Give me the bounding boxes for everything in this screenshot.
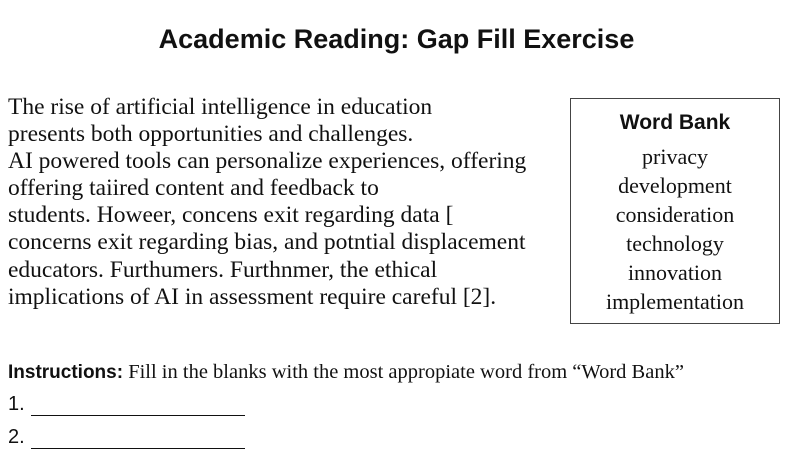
page-title: Academic Reading: Gap Fill Exercise: [158, 24, 635, 54]
blank-1: [8, 393, 245, 416]
passage-line: presents both opportunities and challenges.: [8, 121, 414, 148]
passage-line: offering taiired content and feedback to: [8, 175, 379, 202]
word-bank-item: development: [618, 173, 732, 198]
word-bank-item: consideration: [615, 202, 735, 227]
passage-line: implications of AI in assessment require careful [2].: [8, 283, 497, 310]
word-bank-title: Word Bank: [619, 111, 731, 134]
instructions: [8, 361, 684, 384]
reading-passage: [8, 94, 568, 311]
passage-line: students. Howeer, concens exit regarding data [: [8, 202, 454, 229]
word-bank-item: technology: [626, 231, 724, 256]
blank-answer-field[interactable]: [31, 430, 245, 449]
blank-number: 1.: [8, 393, 25, 415]
word-bank-item: implementation: [605, 289, 745, 314]
word-bank-item: privacy: [642, 144, 708, 169]
instructions-label: Instructions:: [8, 362, 124, 383]
passage-line: AI powered tools can personalize experiences, offering: [8, 148, 527, 175]
passage-line: concerns exit regarding bias, and potntial displacement: [8, 229, 526, 256]
blank-2: [8, 426, 245, 449]
passage-line: The rise of artificial intelligence in education: [8, 94, 433, 120]
word-bank-item: innovation: [627, 260, 723, 285]
instructions-text: Fill in the blanks with the most appropiate word from “Word Bank”: [128, 361, 684, 383]
word-bank-box: [570, 98, 780, 324]
blank-number: 2.: [8, 426, 25, 448]
blank-answer-field[interactable]: [31, 397, 245, 416]
passage-line: educators. Furthumers. Furthnmer, the ethical: [8, 256, 438, 283]
